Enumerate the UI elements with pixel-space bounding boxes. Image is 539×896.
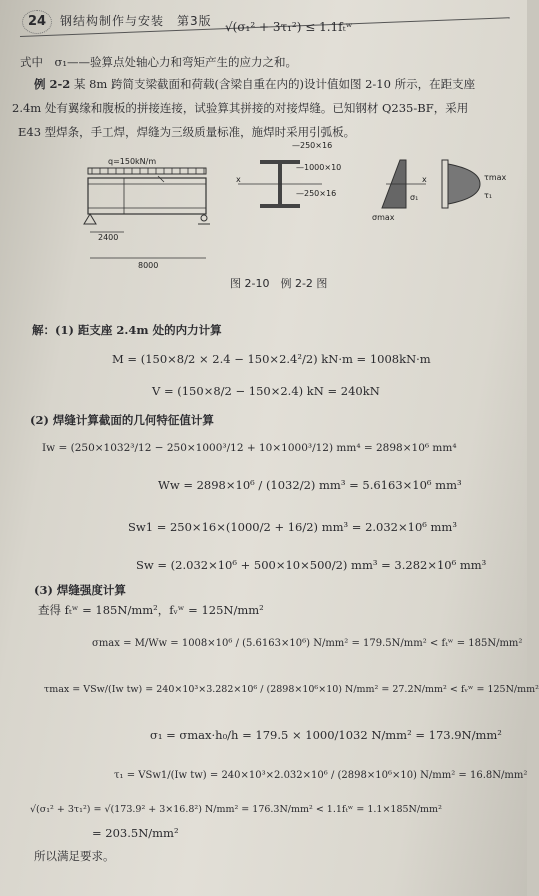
eq-ww: Ww = 2898×10⁶ / (1032/2) mm³ = 5.6163×10⁶ mm³ <box>158 478 462 492</box>
step2-title: (2) 焊缝计算截面的几何特征值计算 <box>30 413 214 427</box>
intro-line-4: E43 型焊条，手工焊，焊缝为三级质量标准，施焊时采用引弧板。 <box>18 125 356 139</box>
sigma1-label: σ₁ <box>410 193 419 202</box>
figure-2-10 <box>60 140 507 275</box>
intro-line-3: 2.4m 处有翼缘和腹板的拼接连接，试验算其拼接的对接焊缝。已知钢材 Q235-BF，采用 <box>12 101 469 115</box>
sigma-max-label: σmax <box>372 213 395 222</box>
step1-title: 解：(1) 距支座 2.4m 处的内力计算 <box>32 323 222 337</box>
dim-2400: 2400 <box>98 233 119 242</box>
intro-line-1: 式中 σ₁——验算点处轴心力和弯矩产生的应力之和。 <box>20 55 297 69</box>
intro-line-2: 某 8m 跨简支梁截面和荷载(含梁自重在内的)设计值如图 2-10 所示，在距支座 <box>73 77 476 91</box>
eq-tau-max: τmax = VSw/(Iw tw) = 240×10³×3.282×10⁶ / (2898×10⁶×10) N/mm² = 27.2N/mm² < fᵥʷ = 125N/mm² <box>44 684 539 695</box>
web-label: —1000×10 <box>296 163 342 172</box>
eq-sw: Sw = (2.032×10⁶ + 500×10×500/2) mm³ = 3.282×10⁶ mm³ <box>136 558 487 572</box>
axis-x-left: x <box>236 175 241 184</box>
load-label: q=150kN/m <box>108 157 157 166</box>
axis-x-right: x <box>422 175 427 184</box>
flange-top-label: —250×16 <box>292 141 333 150</box>
conclusion: 所以满足要求。 <box>34 849 115 863</box>
flange-bottom-label: —250×16 <box>296 189 337 198</box>
page-number: 24 <box>22 10 52 34</box>
figure-caption: 图 2-10 例 2-2 图 <box>230 277 328 290</box>
eq-moment: M = (150×8/2 × 2.4 − 150×2.4²/2) kN·m = 1008kN·m <box>112 352 431 366</box>
eq-iw: Iw = (250×1032³/12 − 250×1000³/12 + 10×1000³/12) mm⁴ = 2898×10⁶ mm⁴ <box>42 442 457 454</box>
example-label: 例 2-2 <box>34 77 71 91</box>
eq-sigma1: σ₁ = σmax·h₀/h = 179.5 × 1000/1032 N/mm² = 173.9N/mm² <box>150 728 502 742</box>
stress-diagram <box>372 160 427 222</box>
eq-sw1: Sw1 = 250×16×(1000/2 + 16/2) mm³ = 2.032×10⁶ mm³ <box>128 520 457 534</box>
eq-tau1: τ₁ = VSw1/(Iw tw) = 240×10³×2.032×10⁶ / (2898×10⁶×10) N/mm² = 16.8N/mm² <box>114 770 528 781</box>
eq-combined-result: = 203.5N/mm² <box>92 826 179 840</box>
eq-sigma-max: σmax = M/Ww = 1008×10⁶ / (5.6163×10⁶) N/mm² = 179.5N/mm² < fₜʷ = 185N/mm² <box>92 638 523 649</box>
tau-max-label: τmax <box>484 173 507 182</box>
shear-diagram <box>442 160 507 208</box>
dim-8000: 8000 <box>138 261 159 270</box>
running-header: 钢结构制作与安装 第3版 <box>60 14 212 28</box>
beam-elevation <box>84 157 210 270</box>
lookup-text: 查得 fₜʷ = 185N/mm²，fᵥʷ = 125N/mm² <box>38 603 264 617</box>
eq-shear: V = (150×8/2 − 150×2.4) kN = 240kN <box>152 384 380 398</box>
step3-title: (3) 焊缝强度计算 <box>34 583 126 597</box>
top-formula: √(σ₁² + 3τ₁²) ≤ 1.1fₜʷ <box>225 20 353 34</box>
i-section <box>236 141 341 208</box>
eq-combined: √(σ₁² + 3τ₁²) = √(173.9² + 3×16.8²) N/mm² = 176.3N/mm² < 1.1fₜʷ = 1.1×185N/mm² <box>30 804 442 815</box>
tau1-label: τ₁ <box>484 191 493 200</box>
